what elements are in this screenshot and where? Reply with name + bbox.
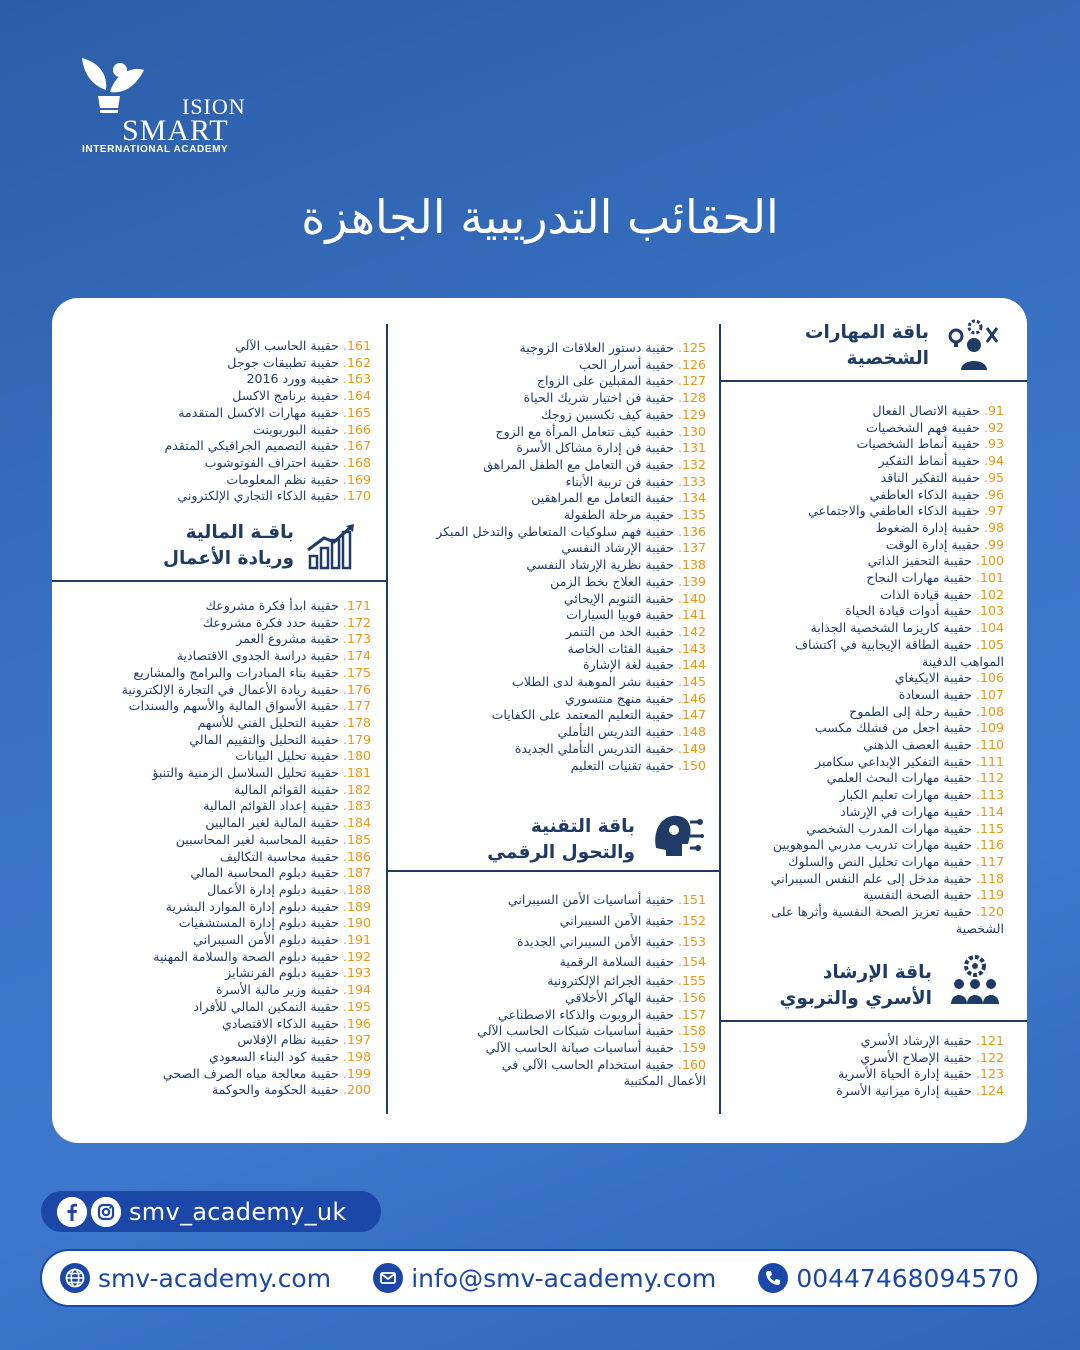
list-item: 117. حقيبة مهارات تحليل النص والسلوك (788, 853, 1004, 869)
finance-title-line1: باقـة المالية (185, 522, 294, 543)
list-item: 136. حقيبة فهم سلوكيات المتعاطي والتدخل المبكر (436, 523, 706, 539)
list-item: 133. حقيبة فن تربية الأبناء (565, 473, 706, 489)
list-item: 137. حقيبة الإرشاد النفسي (561, 540, 706, 556)
list-item: 150. حقيبة تقنيات التعليم (570, 757, 706, 773)
list-item: 186. حقيبة محاسبة التكاليف (219, 848, 371, 864)
list-item: 183. حقيبة إعداد القوائم المالية (203, 798, 371, 814)
list-item: 97. حقيبة الذكاء العاطفي والاجتماعي (808, 503, 1004, 519)
list-item: 200. حقيبة الحكومة والحوكمة (211, 1082, 371, 1098)
family-package-list (764, 1033, 1004, 1100)
list-item: 128. حقيبة فن اختيار شريك الحياة (523, 390, 706, 406)
list-item: 156. حقيبة الهاكر الأخلاقي (564, 989, 706, 1005)
list-item: 174. حقيبة دراسة الجدوى الاقتصادية (176, 648, 371, 664)
list-item: 107. حقيبة السعادة (898, 686, 1004, 702)
list-item: 191. حقيبة دبلوم الأمن السيبراني (193, 932, 371, 948)
list-item: 188. حقيبة دبلوم إدارة الأعمال (207, 881, 371, 897)
list-item: 197. حقيبة نظام الإفلاس (237, 1032, 371, 1048)
list-item: 151. حقيبة أساسيات الأمن السيبراني (507, 892, 706, 907)
list-item: 196. حقيبة الذكاء الاقتصادي (221, 1015, 371, 1031)
list-item: 127. حقيبة المقبلين على الزواج (536, 373, 706, 389)
list-item: 154. حقيبة السلامة الرقمية (559, 954, 706, 970)
list-item: 144. حقيبة لغة الإشارة (582, 657, 706, 673)
list-item: 118. حقيبة مدخل إلى علم النفس السيبراني (770, 870, 1004, 886)
skills-person-gear-icon (945, 318, 1003, 376)
growth-chart-icon (306, 522, 360, 570)
family-title-line1: باقة الإرشاد (822, 962, 932, 983)
list-item: 153. حقيبة الأمن السيبراني الجديدة (516, 933, 706, 949)
website-link[interactable] (60, 1263, 331, 1293)
list-item: 199. حقيبة معالجة مياه الصرف الصحي (162, 1065, 371, 1081)
list-item: 171. حقيبة ابدأ فكرة مشروعك (205, 598, 371, 613)
list-item: 134. حقيبة التعامل مع المراهقين (531, 490, 706, 506)
family-header-divider (721, 1020, 1027, 1022)
list-item: 132. حقيبة فن التعامل مع الطفل المراهق (483, 456, 706, 472)
list-item: 100. حقيبة التحفيز الذاتي (867, 553, 1004, 569)
list-item: 104. حقيبة كاريزما الشخصية الجذابة (810, 620, 1004, 636)
list-item: 141. حقيبة فوبيا السيارات (566, 607, 706, 623)
email-link[interactable] (373, 1263, 716, 1293)
lightbulb-leaf-icon (76, 56, 146, 116)
list-item: 145. حقيبة نشر الموهبة لدى الطلاب (512, 674, 706, 690)
column-divider-right (719, 324, 721, 1114)
list-item: 189. حقيبة دبلوم إدارة الموارد البشرية (165, 898, 371, 914)
list-item: 110. حقيبة العصف الذهني (863, 737, 1004, 753)
list-item: 155. حقيبة الجرائم الإلكترونية (547, 973, 706, 989)
list-item: 152. حقيبة الأمن السيبراني (559, 912, 706, 928)
phone-link[interactable] (758, 1263, 1019, 1293)
list-item: 198. حقيبة كود البناء السعودي (208, 1048, 371, 1064)
list-item: 138. حقيبة نظرية الإرشاد النفسي (526, 557, 706, 573)
list-item: 170. حقيبة الذكاء التجاري الإلكتروني (177, 488, 371, 504)
list-item: 194. حقيبة وزير مالية الأسرة (216, 982, 371, 998)
social-handle-pill[interactable] (41, 1191, 381, 1232)
list-item: 95. حقيبة التفكير الناقد (880, 469, 1004, 485)
list-item: 190. حقيبة دبلوم إدارة المستشفيات (178, 915, 371, 931)
brand-sub-text: INTERNATIONAL ACADEMY (82, 144, 229, 155)
list-item: 101. حقيبة مهارات النجاح (866, 570, 1004, 586)
list-item: 94. حقيبة أنماط التفكير (878, 453, 1004, 469)
brand-top-text: ISION (182, 94, 246, 119)
social-handle-text: smv_academy_uk (129, 1197, 347, 1226)
list-item: 168. حقيبة احتراف الفوتوشوب (204, 454, 371, 470)
list-item: 115. حقيبة مهارات المدرب الشخصي (806, 820, 1004, 836)
digital-head-circuit-icon (648, 808, 704, 864)
family-continued-list (416, 340, 706, 774)
list-item: 119. حقيبة الصحة النفسية (862, 887, 1004, 903)
list-item: 192. حقيبة دبلوم الصحة والسلامة المهنية (153, 948, 371, 964)
list-item: 175. حقيبة بناء المبادرات والبرامج والمشاريع (133, 664, 371, 680)
list-item: 177. حقيبة الأسواق المالية والأسهم والسندات (128, 698, 371, 714)
list-item: 108. حقيبة رحلة إلى الطموح (849, 703, 1004, 719)
personal-title-line2: الشخصية (846, 348, 929, 369)
list-item: 130. حقيبة كيف تتعامل المرأة مع الزوج (495, 423, 706, 439)
page-title: الحقائب التدريبية الجاهزة (301, 190, 779, 244)
personal-title-line1: باقة المهارات (804, 322, 929, 343)
tech-package-list (406, 890, 706, 1090)
list-item: 116. حقيبة مهارات تدريب مدربي الموهوبين (772, 837, 1004, 853)
list-item: 176. حقيبة ريادة الأعمال في التجارة الإلكترونية (121, 681, 371, 697)
list-item: 163. حقيبة وورد 2016 (246, 371, 371, 387)
family-title-line2: الأسري والتربوي (779, 988, 932, 1009)
list-item: 181. حقيبة تحليل السلاسل الزمنية والتنبؤ (152, 765, 371, 781)
list-item: 187. حقيبة دبلوم المحاسبة المالي (190, 865, 371, 881)
list-item: 184. حقيبة المالية لغير الماليين (205, 815, 371, 831)
family-package-title (732, 960, 932, 1012)
website-text: smv-academy.com (98, 1263, 332, 1293)
list-item: 111. حقيبة التفكير الإبداعي سكامبر (815, 753, 1004, 769)
list-item: 123. حقيبة إدارة الحياة الأسرية (837, 1066, 1004, 1082)
tech-header-divider (388, 870, 719, 872)
list-item: 106. حقيبة الايكيغاي (894, 670, 1004, 686)
list-item: 129. حقيبة كيف تكسبين زوجك (541, 406, 706, 422)
brand-main-text: SMART (122, 114, 229, 147)
packages-card (52, 298, 1027, 1143)
list-item: 98. حقيبة إدارة الضغوط (875, 519, 1004, 535)
list-item: 113. حقيبة مهارات تعليم الكبار (839, 787, 1004, 803)
list-item: 179. حقيبة التحليل والتقييم المالي (189, 731, 371, 747)
tech-package-title (435, 814, 635, 866)
list-item: 146. حقيبة منهج منتسوري (564, 690, 706, 706)
list-item: 92. حقيبة فهم الشخصيات (866, 419, 1004, 435)
list-item: 167. حقيبة التصميم الجرافيكي المتقدم (164, 438, 371, 454)
list-item: 125. حقيبة دستور العلاقات الزوجية (519, 340, 706, 355)
list-item: 131. حقيبة فن إدارة مشاكل الأسرة (516, 440, 706, 456)
tech-title-line1: باقة التقنية (530, 816, 635, 837)
list-item: 109. حقيبة اجعل من فشلك مكسب (814, 720, 1004, 736)
list-item: 135. حقيبة مرحلة الطفولة (563, 507, 706, 523)
list-item: 102. حقيبة قيادة الذات (880, 586, 1004, 602)
list-item: 162. حقيبة تطبيقات جوجل (227, 354, 371, 370)
list-item: 159. حقيبة أساسيات صيانة الحاسب الآلي (485, 1040, 706, 1055)
academy-logo (76, 56, 246, 156)
personal-header-divider (721, 380, 1027, 382)
list-item: 105. حقيبة الطاقة الإيجابية في اكتشاف المواهب الدفينة (794, 636, 1004, 669)
list-item: 160. حقيبة استخدام الحاسب الآلي في الأعمال المكتبية (501, 1056, 706, 1089)
globe-icon (60, 1263, 90, 1293)
list-item: 165. حقيبة مهارات الاكسل المتقدمة (178, 404, 371, 420)
tech-title-line2: والتحول الرقمي (487, 842, 635, 863)
list-item: 103. حقيبة أدوات قيادة الحياة (845, 603, 1004, 619)
family-group-gear-icon (947, 954, 1003, 1010)
computer-package-list (91, 338, 371, 505)
list-item: 142. حقيبة الحد من التنمر (565, 623, 706, 639)
list-item: 96. حقيبة الذكاء العاطفي (869, 486, 1004, 502)
column-divider-left (386, 324, 388, 1114)
contact-bar (40, 1249, 1039, 1307)
list-item: 147. حقيبة التعليم المعتمد على الكفايات (491, 707, 706, 723)
list-item: 180. حقيبة تحليل البيانات (235, 748, 371, 764)
list-item: 166. حقيبة البوربوينت (253, 421, 371, 437)
list-item: 169. حقيبة نظم المعلومات (226, 471, 371, 487)
list-item: 126. حقيبة أسرار الحب (578, 356, 706, 372)
list-item: 173. حقيبة مشروع العمر (236, 631, 371, 647)
list-item: 99. حقيبة إدارة الوقت (885, 536, 1004, 552)
personal-package-title (749, 320, 929, 372)
list-item: 164. حقيبة برنامج الاكسل (232, 388, 371, 404)
list-item: 161. حقيبة الحاسب الآلي (235, 338, 371, 353)
list-item: 193. حقيبة دبلوم الفرنشايز (225, 965, 371, 981)
list-item: 121. حقيبة الإرشاد الأسري (860, 1033, 1004, 1048)
instagram-icon[interactable] (91, 1197, 121, 1227)
list-item: 158. حقيبة أساسيات شبكات الحاسب الآلي (477, 1023, 706, 1039)
list-item: 195. حقيبة التمكين المالي للأفراد (193, 998, 371, 1014)
list-item: 112. حقيبة مهارات البحث العلمي (826, 770, 1004, 786)
list-item: 182. حقيبة القوائم المالية (233, 781, 371, 797)
list-item: 114. حقيبة مهارات في الإرشاد (840, 803, 1004, 819)
list-item: 185. حقيبة المحاسبة لغير المحاسبين (175, 831, 371, 847)
list-item: 120. حقيبة تعزيز الصحة النفسية وأثرها على الشخصية (771, 904, 1004, 936)
list-item: 140. حقيبة التنويم الإيحائي (563, 590, 706, 606)
personal-package-list (764, 403, 1004, 938)
mail-icon (373, 1263, 403, 1293)
finance-title-line2: وريادة الأعمال (162, 548, 294, 569)
list-item: 93. حقيبة أنماط الشخصيات (856, 436, 1004, 452)
list-item: 157. حقيبة الروبوت والذكاء الاصطناعي (498, 1006, 706, 1022)
email-text: info@smv-academy.com (411, 1263, 717, 1293)
facebook-icon[interactable] (57, 1197, 87, 1227)
list-item: 172. حقيبة حدد فكرة مشروعك (202, 614, 371, 630)
list-item: 122. حقيبة الإصلاح الأسري (860, 1049, 1004, 1065)
phone-text: 00447468094570 (796, 1263, 1019, 1293)
finance-package-list (71, 598, 371, 1099)
list-item: 143. حقيبة الفئات الخاصة (567, 640, 706, 656)
finance-package-title (114, 520, 294, 572)
phone-icon (758, 1263, 788, 1293)
list-item: 91. حقيبة الاتصال الفعال (872, 403, 1004, 418)
list-item: 178. حقيبة التحليل الفني للأسهم (197, 714, 371, 730)
list-item: 149. حقيبة التدريس التأملي الجديدة (514, 740, 706, 756)
list-item: 139. حقيبة العلاج بخط الزمن (550, 573, 706, 589)
finance-header-divider (52, 580, 386, 582)
list-item: 148. حقيبة التدريس التأملي (557, 724, 706, 740)
list-item: 124. حقيبة إدارة ميزانية الأسرة (836, 1083, 1004, 1099)
